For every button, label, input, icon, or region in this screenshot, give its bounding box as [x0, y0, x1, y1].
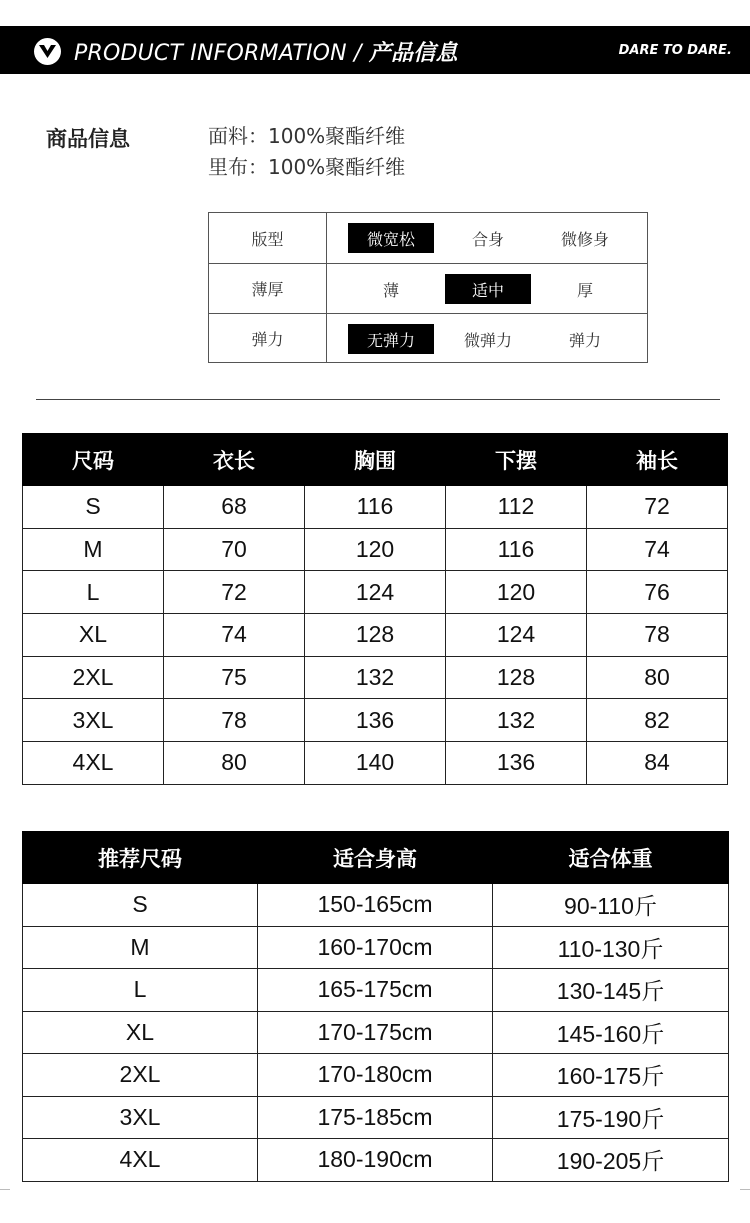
table-cell: 82	[587, 699, 728, 742]
table-cell: 2XL	[23, 656, 164, 699]
table-cell: XL	[23, 614, 164, 657]
table-row	[23, 969, 729, 1012]
table-cell: 128	[446, 656, 587, 699]
attribute-option-selected: 无弹力	[348, 324, 434, 354]
table-cell: 4XL	[23, 1139, 258, 1182]
attribute-option: 合身	[471, 229, 504, 249]
attribute-row	[209, 263, 647, 313]
attribute-name: 薄厚	[209, 264, 327, 313]
column-header: 胸围	[305, 434, 446, 486]
attribute-option: 弹力	[568, 330, 601, 350]
table-cell: 140	[305, 742, 446, 785]
table-row	[23, 742, 728, 785]
table-cell: 175-185cm	[258, 1096, 493, 1139]
column-header: 推荐尺码	[23, 832, 258, 884]
table-cell: 128	[305, 614, 446, 657]
attribute-option-selected: 适中	[445, 274, 531, 304]
table-cell: 78	[164, 699, 305, 742]
table-cell: 2XL	[23, 1054, 258, 1097]
table-cell: L	[23, 969, 258, 1012]
table-cell: 116	[305, 486, 446, 529]
table-cell: 75	[164, 656, 305, 699]
table-row	[23, 699, 728, 742]
table-cell: XL	[23, 1011, 258, 1054]
table-cell: 74	[164, 614, 305, 657]
column-header: 下摆	[446, 434, 587, 486]
product-info-details	[208, 121, 405, 183]
page-title: PRODUCT INFORMATION / 产品信息	[74, 41, 458, 66]
table-cell: 110-130斤	[493, 926, 729, 969]
table-cell: 70	[164, 528, 305, 571]
attribute-row	[209, 313, 647, 363]
column-header: 适合身高	[258, 832, 493, 884]
table-cell: 80	[164, 742, 305, 785]
table-cell: 124	[305, 571, 446, 614]
table-cell: 180-190cm	[258, 1139, 493, 1182]
attribute-row	[209, 213, 647, 263]
attribute-option: 厚	[576, 280, 593, 300]
table-row	[23, 614, 728, 657]
attribute-name: 弹力	[209, 314, 327, 363]
table-cell: S	[23, 884, 258, 927]
table-cell: 72	[587, 486, 728, 529]
table-cell: 132	[305, 656, 446, 699]
table-cell: 136	[305, 699, 446, 742]
section-divider	[36, 399, 720, 400]
table-cell: 116	[446, 528, 587, 571]
table-cell: 3XL	[23, 1096, 258, 1139]
table-cell: 68	[164, 486, 305, 529]
attribute-name: 版型	[209, 213, 327, 263]
table-row	[23, 486, 728, 529]
product-info-label: 商品信息	[46, 127, 130, 151]
table-row	[23, 1139, 729, 1182]
table-cell: 78	[587, 614, 728, 657]
table-cell: 120	[305, 528, 446, 571]
table-cell: 170-175cm	[258, 1011, 493, 1054]
column-header: 尺码	[23, 434, 164, 486]
attribute-option: 薄	[382, 280, 399, 300]
table-cell: 74	[587, 528, 728, 571]
column-header: 适合体重	[493, 832, 729, 884]
table-cell: 175-190斤	[493, 1096, 729, 1139]
table-cell: 132	[446, 699, 587, 742]
table-cell: 80	[587, 656, 728, 699]
lining-info: 里布：100%聚酯纤维	[208, 155, 406, 179]
column-header: 衣长	[164, 434, 305, 486]
table-cell: 170-180cm	[258, 1054, 493, 1097]
attribute-table	[208, 212, 648, 363]
column-header: 袖长	[587, 434, 728, 486]
table-cell: M	[23, 926, 258, 969]
table-row	[23, 571, 728, 614]
table-cell: 150-165cm	[258, 884, 493, 927]
table-cell: 124	[446, 614, 587, 657]
table-cell: 190-205斤	[493, 1139, 729, 1182]
table-cell: 84	[587, 742, 728, 785]
recommend-size-table	[22, 831, 729, 1182]
table-cell: 4XL	[23, 742, 164, 785]
table-cell: 160-175斤	[493, 1054, 729, 1097]
table-cell: 90-110斤	[493, 884, 729, 927]
table-cell: 76	[587, 571, 728, 614]
table-cell: S	[23, 486, 164, 529]
table-cell: M	[23, 528, 164, 571]
v-logo-icon	[34, 38, 61, 65]
edge-mark	[740, 1189, 750, 1190]
table-row	[23, 1011, 729, 1054]
table-cell: 136	[446, 742, 587, 785]
attribute-option: 微弹力	[463, 330, 512, 350]
brand-slogan: DARE TO DARE.	[618, 43, 732, 58]
table-row	[23, 656, 728, 699]
table-row	[23, 926, 729, 969]
table-row	[23, 884, 729, 927]
edge-mark	[0, 1189, 10, 1190]
table-cell: 120	[446, 571, 587, 614]
header-bar	[0, 26, 750, 74]
size-table	[22, 433, 728, 785]
fabric-info: 面料：100%聚酯纤维	[208, 124, 406, 148]
table-row	[23, 528, 728, 571]
table-cell: 165-175cm	[258, 969, 493, 1012]
table-row	[23, 1054, 729, 1097]
table-cell: 130-145斤	[493, 969, 729, 1012]
table-row	[23, 1096, 729, 1139]
table-cell: 112	[446, 486, 587, 529]
attribute-option-selected: 微宽松	[348, 223, 434, 253]
table-cell: 145-160斤	[493, 1011, 729, 1054]
attribute-option: 微修身	[560, 229, 609, 249]
table-cell: 3XL	[23, 699, 164, 742]
table-cell: 160-170cm	[258, 926, 493, 969]
table-cell: L	[23, 571, 164, 614]
table-cell: 72	[164, 571, 305, 614]
